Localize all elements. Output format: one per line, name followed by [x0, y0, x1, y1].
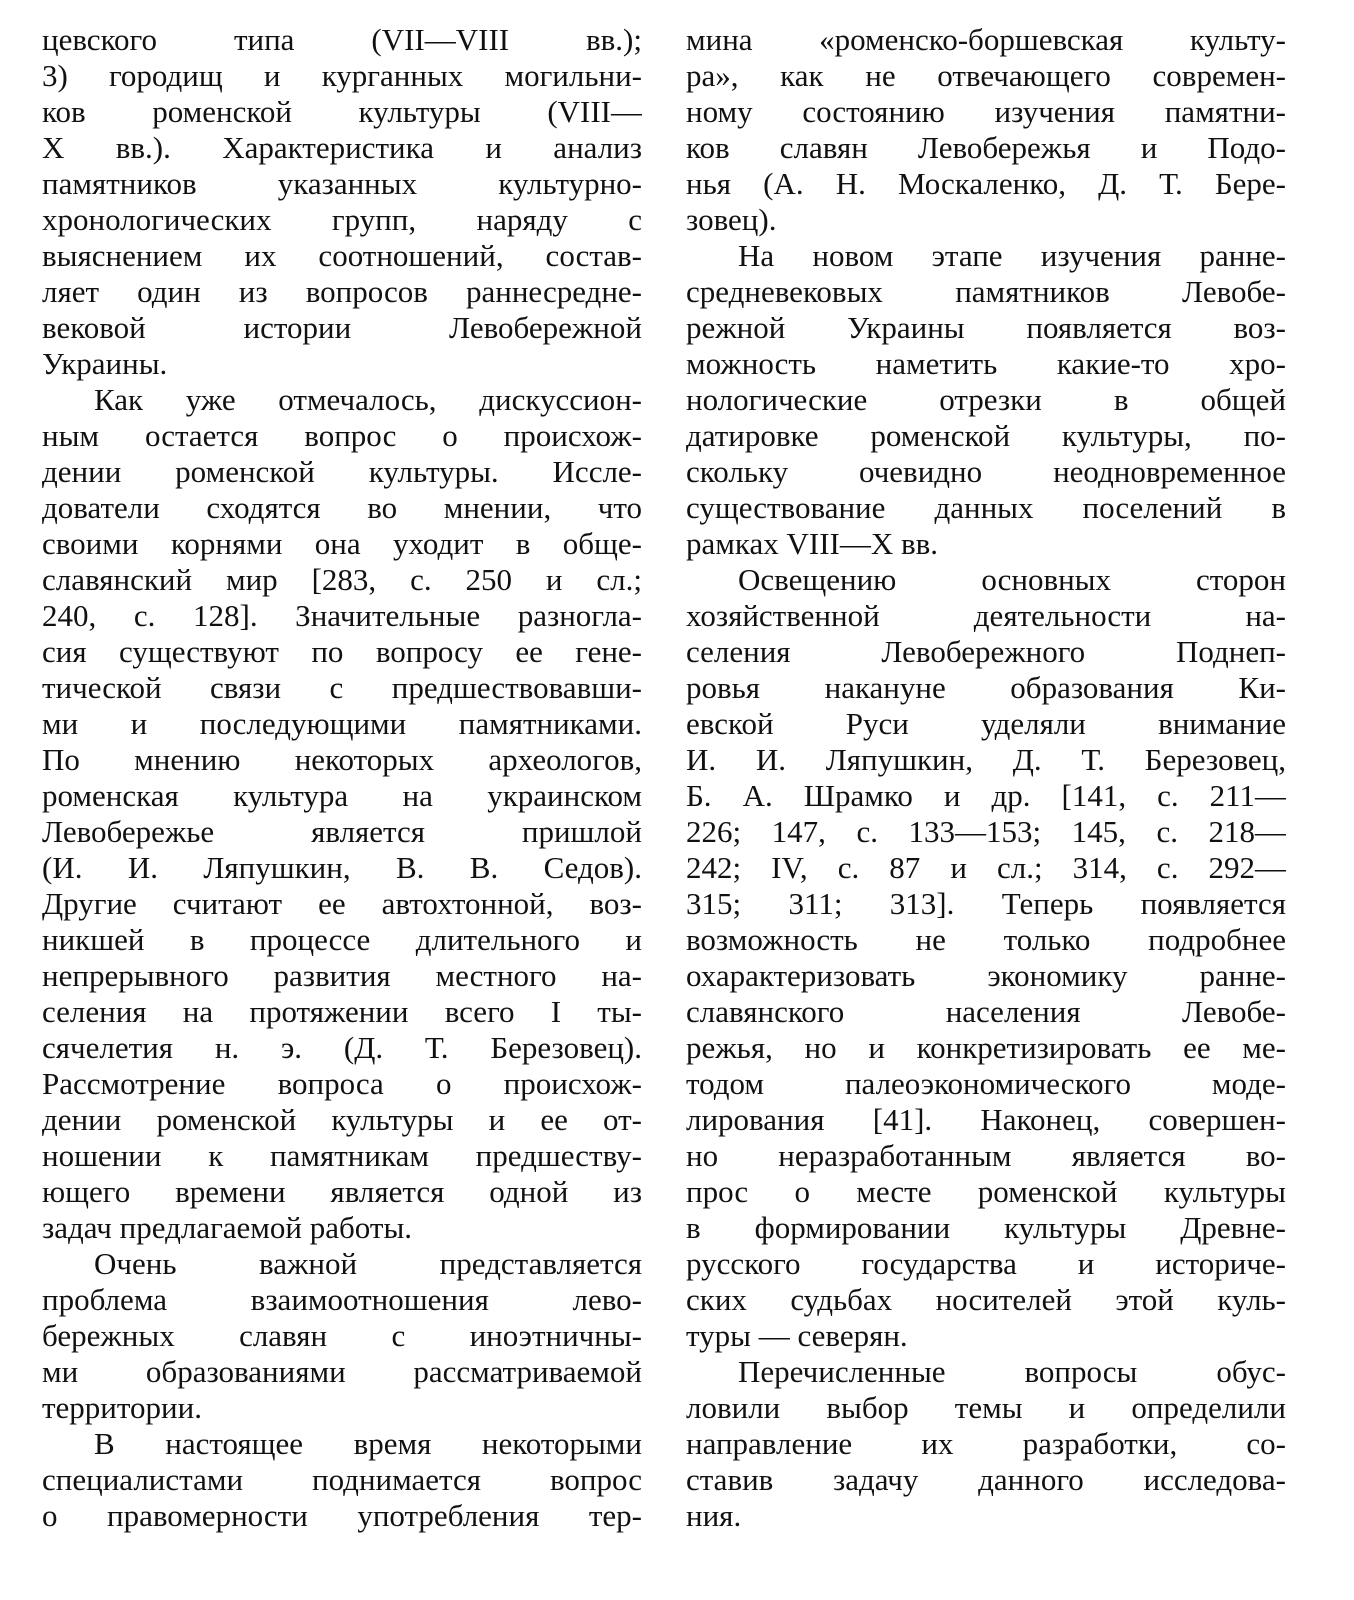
right-column-line: Освещению основных сторон [738, 562, 1286, 597]
right-column-line: рамках VIII—X вв. [686, 526, 938, 561]
left-column-line: бережных славян с иноэтничны- [42, 1318, 642, 1353]
right-column-line: 242; IV, с. 87 и сл.; 314, с. 292— [686, 850, 1286, 885]
right-column-line: существование данных поселений в [686, 490, 1286, 525]
right-column-line: можность наметить какие-то хро- [686, 346, 1286, 381]
right-column-line: Б. А. Шрамко и др. [141, с. 211— [686, 778, 1286, 813]
left-column-line: X вв.). Характеристика и анализ [42, 130, 642, 165]
left-column-line: территории. [42, 1390, 202, 1425]
left-column-line: Рассмотрение вопроса о происхож- [42, 1066, 642, 1101]
left-column-line: По мнению некоторых археологов, [42, 742, 642, 777]
right-column-line: возможность не только подробнее [686, 922, 1286, 957]
left-column-line: ношении к памятникам предшеству- [42, 1138, 642, 1173]
left-column-line: памятников указанных культурно- [42, 166, 642, 201]
right-column-line: хозяйственной деятельности на- [686, 598, 1286, 633]
right-column-line: 226; 147, с. 133—153; 145, с. 218— [686, 814, 1286, 849]
left-column-line: вековой истории Левобережной [42, 310, 642, 345]
right-column-line: но неразработанным является во- [686, 1138, 1286, 1173]
left-column-line: селения на протяжении всего I ты- [42, 994, 642, 1029]
right-column-line: лирования [41]. Наконец, совершен- [686, 1102, 1286, 1137]
right-column-line: На новом этапе изучения ранне- [738, 238, 1286, 273]
right-column-line: туры — северян. [686, 1318, 908, 1353]
right-column-line: ровья накануне образования Ки- [686, 670, 1286, 705]
right-column-line: скольку очевидно неодновременное [686, 454, 1286, 489]
left-column-line: своими корнями она уходит в обще- [42, 526, 642, 561]
left-column-line: дении роменской культуры и ее от- [42, 1102, 642, 1137]
right-column-line: 315; 311; 313]. Теперь появляется [686, 886, 1286, 921]
left-column-line: никшей в процессе длительного и [42, 922, 642, 957]
left-column-line: 240, с. 128]. Значительные разногла- [42, 598, 642, 633]
left-column-line: Другие считают ее автохтонной, воз- [42, 886, 642, 921]
left-column-line: задач предлагаемой работы. [42, 1210, 413, 1245]
left-column-line: ми и последующими памятниками. [42, 706, 642, 741]
left-column-line: проблема взаимоотношения лево- [42, 1282, 642, 1317]
left-column-line: славянский мир [283, с. 250 и сл.; [42, 562, 642, 597]
left-column-line: роменская культура на украинском [42, 778, 642, 813]
left-text-column [42, 22, 642, 1534]
right-column-line: селения Левобережного Поднеп- [686, 634, 1286, 669]
left-column-line: специалистами поднимается вопрос [42, 1462, 642, 1497]
right-column-line: охарактеризовать экономику ранне- [686, 958, 1286, 993]
left-column-line: ков роменской культуры (VIII— [42, 94, 642, 129]
right-column-line: И. И. Ляпушкин, Д. Т. Березовец, [686, 742, 1286, 777]
left-column-line: сия существуют по вопросу ее гене- [42, 634, 642, 669]
right-text-column [686, 22, 1286, 1534]
left-column-line: ми образованиями рассматриваемой [42, 1354, 642, 1389]
right-column-line: ских судьбах носителей этой куль- [686, 1282, 1286, 1317]
left-column-line: (И. И. Ляпушкин, В. В. Седов). [42, 850, 642, 885]
right-column-line: прос о месте роменской культуры [686, 1174, 1286, 1209]
left-column-line: тической связи с предшествовавши- [42, 670, 642, 705]
left-column-line: дователи сходятся во мнении, что [42, 490, 642, 525]
right-column-line: мина «роменско-боршевская культу- [686, 22, 1286, 57]
right-column-line: ния. [686, 1498, 742, 1533]
left-column-line: Как уже отмечалось, дискуссион- [94, 382, 642, 417]
left-column-line: Левобережье является пришлой [42, 814, 642, 849]
left-column-line: Очень важной представляется [94, 1246, 642, 1281]
right-column-line: славянского населения Левобе- [686, 994, 1286, 1029]
right-column-line: нья (А. Н. Москаленко, Д. Т. Бере- [686, 166, 1286, 201]
left-column-line: о правомерности употребления тер- [42, 1498, 642, 1533]
left-column-line: 3) городищ и курганных могильни- [42, 58, 642, 93]
right-column-line: ков славян Левобережья и Подо- [686, 130, 1286, 165]
right-column-line: датировке роменской культуры, по- [686, 418, 1286, 453]
left-column-line: Украины. [42, 346, 168, 381]
right-column-line: ра», как не отвечающего современ- [686, 58, 1286, 93]
right-column-line: направление их разработки, со- [686, 1426, 1286, 1461]
right-column-line: русского государства и историче- [686, 1246, 1286, 1281]
left-column-line: выяснением их соотношений, состав- [42, 238, 642, 273]
right-column-line: ному состоянию изучения памятни- [686, 94, 1286, 129]
right-column-line: нологические отрезки в общей [686, 382, 1286, 417]
right-column-line: средневековых памятников Левобе- [686, 274, 1286, 309]
right-column-line: в формировании культуры Древне- [686, 1210, 1286, 1245]
right-column-line: зовец). [686, 202, 777, 237]
left-column-line: ляет один из вопросов раннесредне- [42, 274, 642, 309]
right-column-line: тодом палеоэкономического моде- [686, 1066, 1286, 1101]
right-column-line: ставив задачу данного исследова- [686, 1462, 1286, 1497]
left-column-line: ющего времени является одной из [42, 1174, 642, 1209]
right-column-line: Перечисленные вопросы обус- [738, 1354, 1286, 1389]
left-column-line: В настоящее время некоторыми [94, 1426, 642, 1461]
left-column-line: цевского типа (VII—VIII вв.); [42, 22, 642, 57]
left-column-line: хронологических групп, наряду с [42, 202, 642, 237]
left-column-line: дении роменской культуры. Иссле- [42, 454, 642, 489]
right-column-line: режной Украины появляется воз- [686, 310, 1286, 345]
right-column-line: евской Руси уделяли внимание [686, 706, 1286, 741]
left-column-line: ным остается вопрос о происхож- [42, 418, 642, 453]
right-column-line: ловили выбор темы и определили [686, 1390, 1286, 1425]
left-column-line: непрерывного развития местного на- [42, 958, 642, 993]
right-column-line: режья, но и конкретизировать ее ме- [686, 1030, 1286, 1065]
left-column-line: сячелетия н. э. (Д. Т. Березовец). [42, 1030, 642, 1065]
